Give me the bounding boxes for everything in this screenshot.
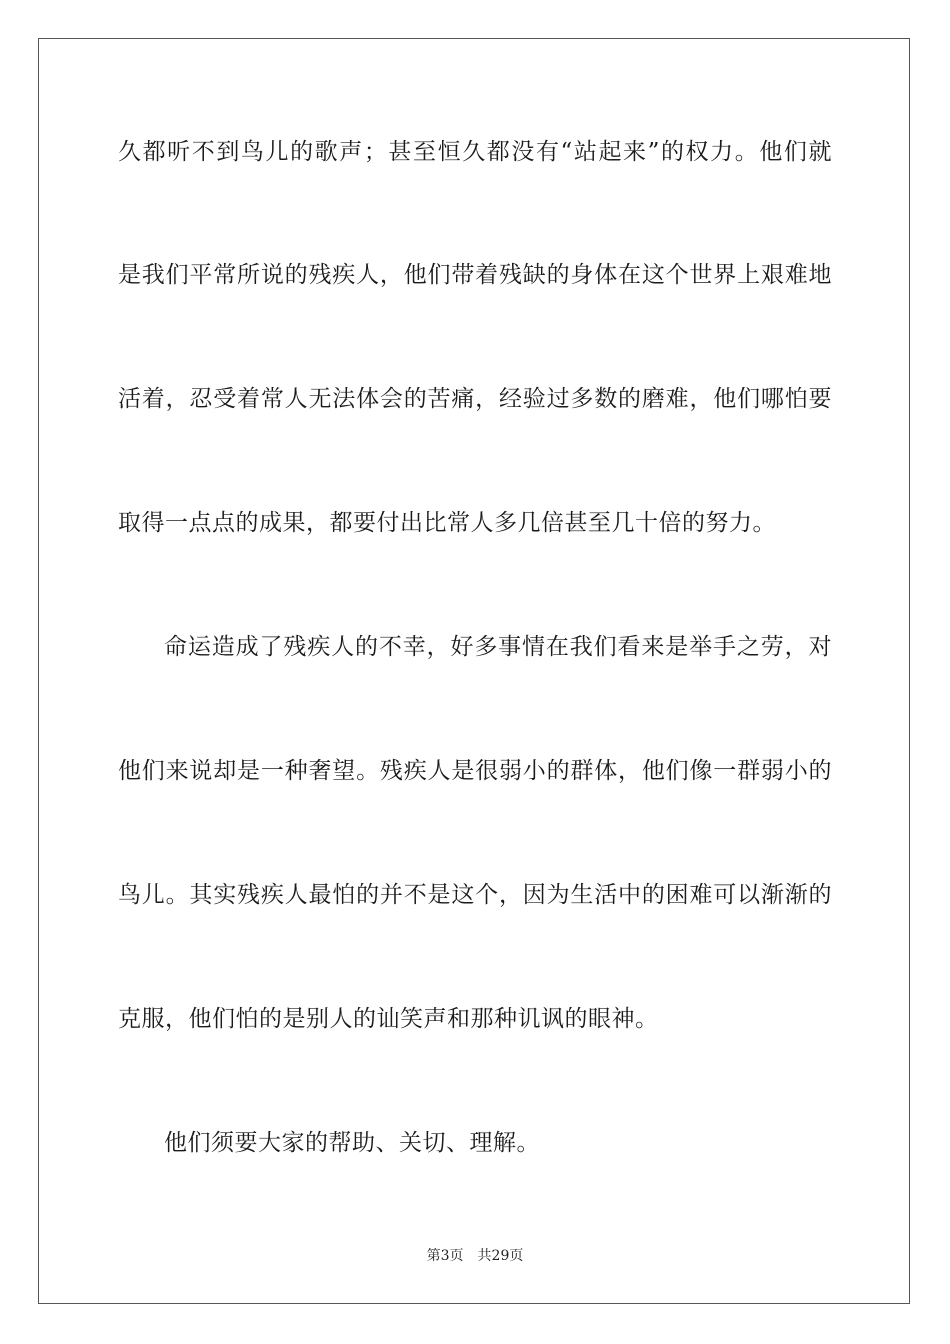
text-line: 鸟儿。其实残疾人最怕的并不是这个，因为生活中的困难可以渐渐的 [118,882,832,908]
text-line: 克服，他们怕的是别人的讪笑声和那种讥讽的眼神。 [118,1006,659,1032]
page-border [38,38,910,1304]
text-line: 活着，忍受着常人无法体会的苦痛，经验过多数的磨难，他们哪怕要 [118,386,832,412]
page-footer [0,1246,950,1266]
text-line: 取得一点点的成果，都要付出比常人多几倍甚至几十倍的努力。 [118,510,776,536]
text-line: 久都听不到鸟儿的歌声；甚至恒久都没有“站起来”的权力。他们就 [118,139,832,165]
page-number: 第3页 [426,1248,464,1264]
page-total: 共29页 [477,1248,524,1264]
text-line: 他们须要大家的帮助、关切、理解。 [164,1130,540,1156]
text-line: 是我们平常所说的残疾人，他们带着残缺的身体在这个世界上艰难地 [118,262,832,288]
text-line: 他们来说却是一种奢望。残疾人是很弱小的群体，他们像一群弱小的 [118,758,832,784]
text-line: 命运造成了残疾人的不幸，好多事情在我们看来是举手之劳，对 [164,634,832,660]
